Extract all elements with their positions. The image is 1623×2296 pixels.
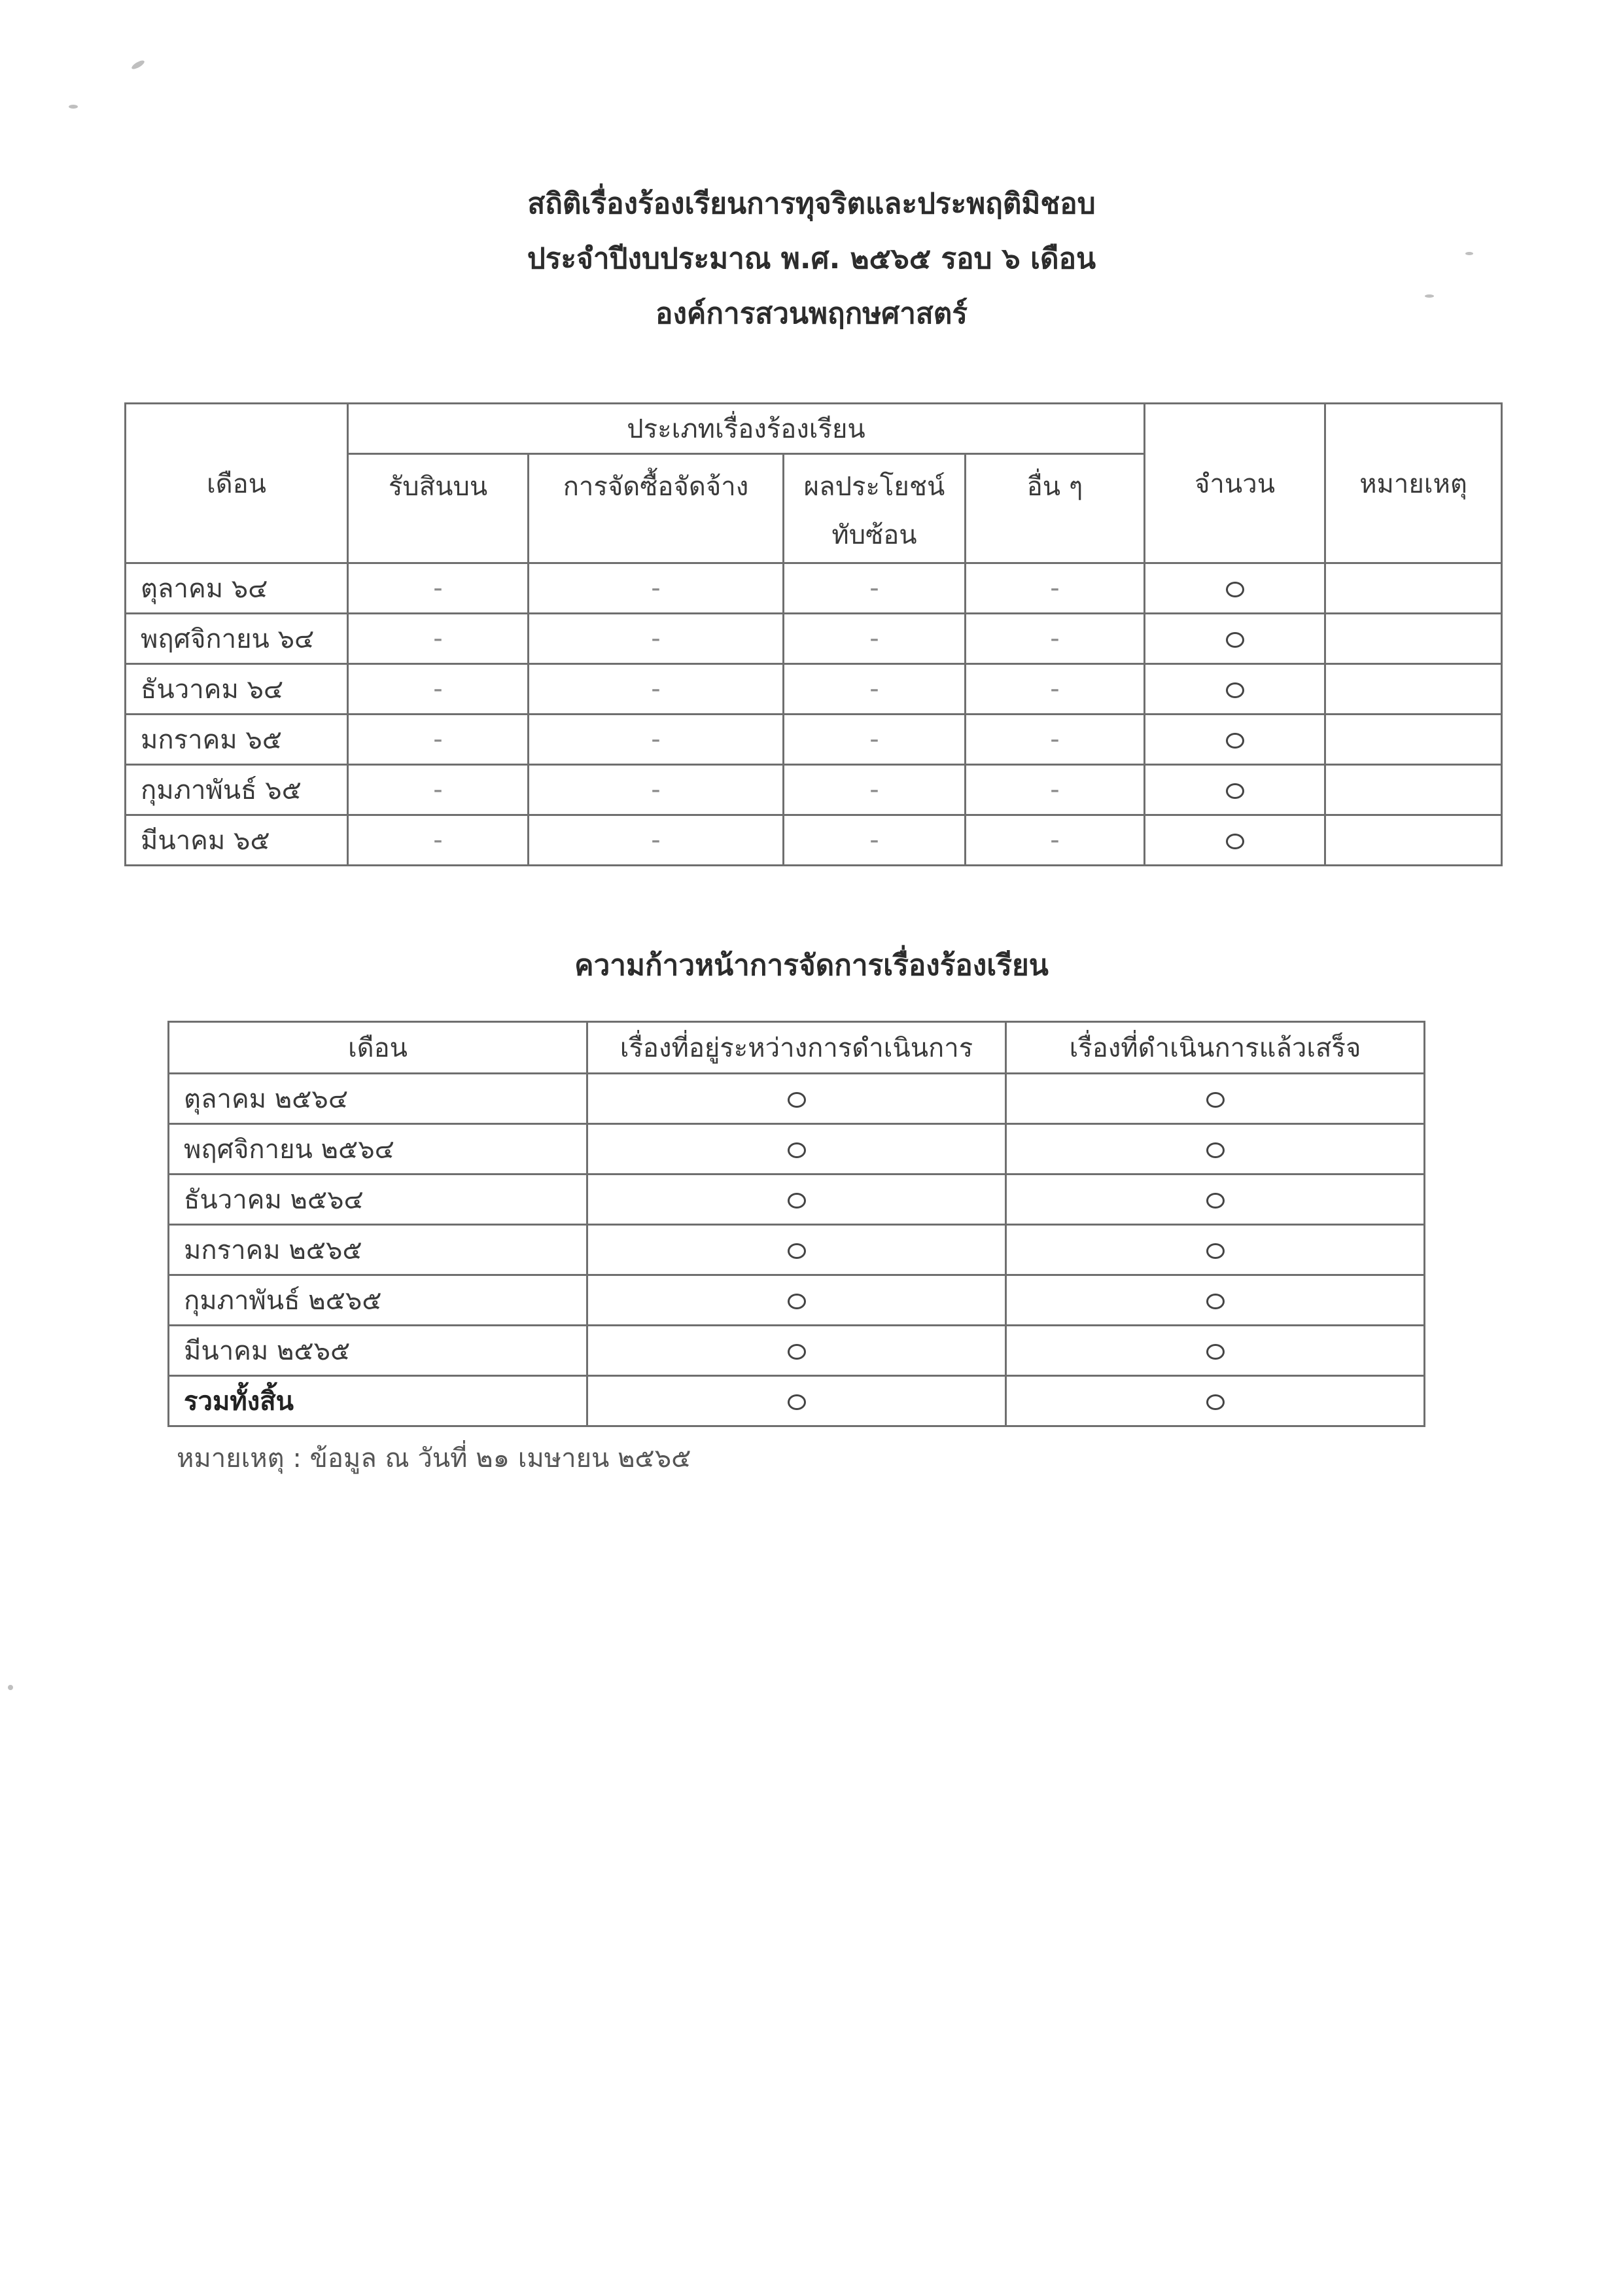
zero-value: [1226, 582, 1244, 597]
total-row: [169, 1376, 1425, 1426]
progress-header-month: เดือน: [169, 1022, 587, 1074]
zero-value: [1226, 834, 1244, 849]
month-cell: มีนาคม ๖๕: [126, 815, 348, 866]
scan-speck: [130, 59, 145, 71]
scan-speck: [69, 105, 78, 109]
progress-month-cell: ตุลาคม ๒๕๖๔: [169, 1074, 587, 1124]
other-cell: -: [966, 815, 1145, 866]
header-procurement: การจัดซื้อจัดจ้าง: [529, 454, 784, 563]
progress-row: [169, 1275, 1425, 1326]
remark-cell: [1325, 715, 1502, 765]
document-title: [0, 177, 1623, 342]
header-conflict-of-interest: ผลประโยชน์ ทับซ้อน: [784, 454, 966, 563]
header-complaint-type: ประเภทเรื่องร้องเรียน: [348, 404, 1145, 454]
procurement-cell: -: [529, 815, 784, 866]
remark-cell: [1325, 614, 1502, 664]
zero-value: [788, 1394, 806, 1410]
in-progress-cell: [587, 1225, 1006, 1275]
progress-header-completed: เรื่องที่ดำเนินการแล้วเสร็จ: [1006, 1022, 1425, 1074]
count-cell: [1145, 815, 1325, 866]
other-cell: -: [966, 715, 1145, 765]
bribery-cell: -: [348, 715, 529, 765]
zero-value: [1206, 1243, 1225, 1259]
month-cell: ตุลาคม ๖๔: [126, 563, 348, 614]
conflict-cell: -: [784, 664, 966, 715]
progress-table: [167, 1021, 1425, 1427]
procurement-cell: -: [529, 664, 784, 715]
header-month: เดือน: [126, 404, 348, 563]
completed-cell: [1006, 1174, 1425, 1225]
progress-row: [169, 1225, 1425, 1275]
count-cell: [1145, 765, 1325, 815]
completed-cell: [1006, 1225, 1425, 1275]
remark-cell: [1325, 815, 1502, 866]
conflict-cell: -: [784, 614, 966, 664]
progress-row: [169, 1174, 1425, 1225]
conflict-cell: -: [784, 715, 966, 765]
completed-cell: [1006, 1074, 1425, 1124]
progress-row: [169, 1326, 1425, 1376]
complaint-row: [126, 664, 1502, 715]
count-cell: [1145, 664, 1325, 715]
other-cell: -: [966, 664, 1145, 715]
scan-speck: [8, 1685, 13, 1690]
header-bribery: รับสินบน: [348, 454, 529, 563]
complaint-row: [126, 563, 1502, 614]
progress-month-cell: มีนาคม ๒๕๖๕: [169, 1326, 587, 1376]
completed-cell: [1006, 1124, 1425, 1174]
title-line-1: สถิติเรื่องร้องเรียนการทุจริตและประพฤติมิชอบ: [527, 187, 1096, 221]
header-count: จำนวน: [1145, 404, 1325, 563]
complaint-row: [126, 815, 1502, 866]
completed-cell: [1006, 1275, 1425, 1326]
progress-month-cell: พฤศจิกายน ๒๕๖๔: [169, 1124, 587, 1174]
month-cell: พฤศจิกายน ๖๔: [126, 614, 348, 664]
zero-value: [788, 1092, 806, 1108]
in-progress-cell: [587, 1174, 1006, 1225]
conflict-cell: -: [784, 815, 966, 866]
footnote: หมายเหตุ : ข้อมูล ณ วันที่ ๒๑ เมษายน ๒๕๖๕: [177, 1443, 691, 1474]
bribery-cell: -: [348, 614, 529, 664]
zero-value: [1206, 1394, 1225, 1410]
bribery-cell: -: [348, 563, 529, 614]
completed-cell: [1006, 1326, 1425, 1376]
bribery-cell: -: [348, 664, 529, 715]
total-label: รวมทั้งสิ้น: [169, 1376, 587, 1426]
progress-month-cell: กุมภาพันธ์ ๒๕๖๕: [169, 1275, 587, 1326]
in-progress-cell: [587, 1326, 1006, 1376]
complaint-row: [126, 715, 1502, 765]
zero-value: [788, 1294, 806, 1309]
count-cell: [1145, 614, 1325, 664]
zero-value: [1206, 1142, 1225, 1158]
bribery-cell: -: [348, 815, 529, 866]
conflict-cell: -: [784, 563, 966, 614]
zero-value: [1226, 733, 1244, 749]
zero-value: [788, 1243, 806, 1259]
other-cell: -: [966, 765, 1145, 815]
zero-value: [1206, 1092, 1225, 1108]
month-cell: กุมภาพันธ์ ๖๕: [126, 765, 348, 815]
procurement-cell: -: [529, 563, 784, 614]
month-cell: ธันวาคม ๖๔: [126, 664, 348, 715]
zero-value: [1206, 1193, 1225, 1209]
zero-value: [1226, 682, 1244, 698]
remark-cell: [1325, 765, 1502, 815]
title-line-2: ประจำปีงบประมาณ พ.ศ. ๒๕๖๕ รอบ ๖ เดือน: [527, 242, 1096, 275]
progress-section-title: ความก้าวหน้าการจัดการเรื่องร้องเรียน: [574, 949, 1049, 982]
other-cell: -: [966, 563, 1145, 614]
remark-cell: [1325, 563, 1502, 614]
month-cell: มกราคม ๖๕: [126, 715, 348, 765]
progress-header-in-progress: เรื่องที่อยู่ระหว่างการดำเนินการ: [587, 1022, 1006, 1074]
total-in-progress: [587, 1376, 1006, 1426]
zero-value: [1226, 632, 1244, 648]
progress-month-cell: ธันวาคม ๒๕๖๔: [169, 1174, 587, 1225]
procurement-cell: -: [529, 614, 784, 664]
total-completed: [1006, 1376, 1425, 1426]
zero-value: [1206, 1294, 1225, 1309]
remark-cell: [1325, 664, 1502, 715]
count-cell: [1145, 715, 1325, 765]
in-progress-cell: [587, 1074, 1006, 1124]
zero-value: [788, 1142, 806, 1158]
procurement-cell: -: [529, 765, 784, 815]
complaints-statistics-table: [124, 402, 1503, 866]
other-cell: -: [966, 614, 1145, 664]
progress-row: [169, 1124, 1425, 1174]
count-cell: [1145, 563, 1325, 614]
header-remark: หมายเหตุ: [1325, 404, 1502, 563]
conflict-cell: -: [784, 765, 966, 815]
in-progress-cell: [587, 1124, 1006, 1174]
zero-value: [788, 1344, 806, 1360]
title-line-3: องค์การสวนพฤกษศาสตร์: [655, 297, 968, 330]
procurement-cell: -: [529, 715, 784, 765]
header-other: อื่น ๆ: [966, 454, 1145, 563]
bribery-cell: -: [348, 765, 529, 815]
progress-row: [169, 1074, 1425, 1124]
in-progress-cell: [587, 1275, 1006, 1326]
zero-value: [788, 1193, 806, 1209]
complaint-row: [126, 614, 1502, 664]
zero-value: [1206, 1344, 1225, 1360]
complaint-row: [126, 765, 1502, 815]
zero-value: [1226, 783, 1244, 799]
progress-month-cell: มกราคม ๒๕๖๕: [169, 1225, 587, 1275]
